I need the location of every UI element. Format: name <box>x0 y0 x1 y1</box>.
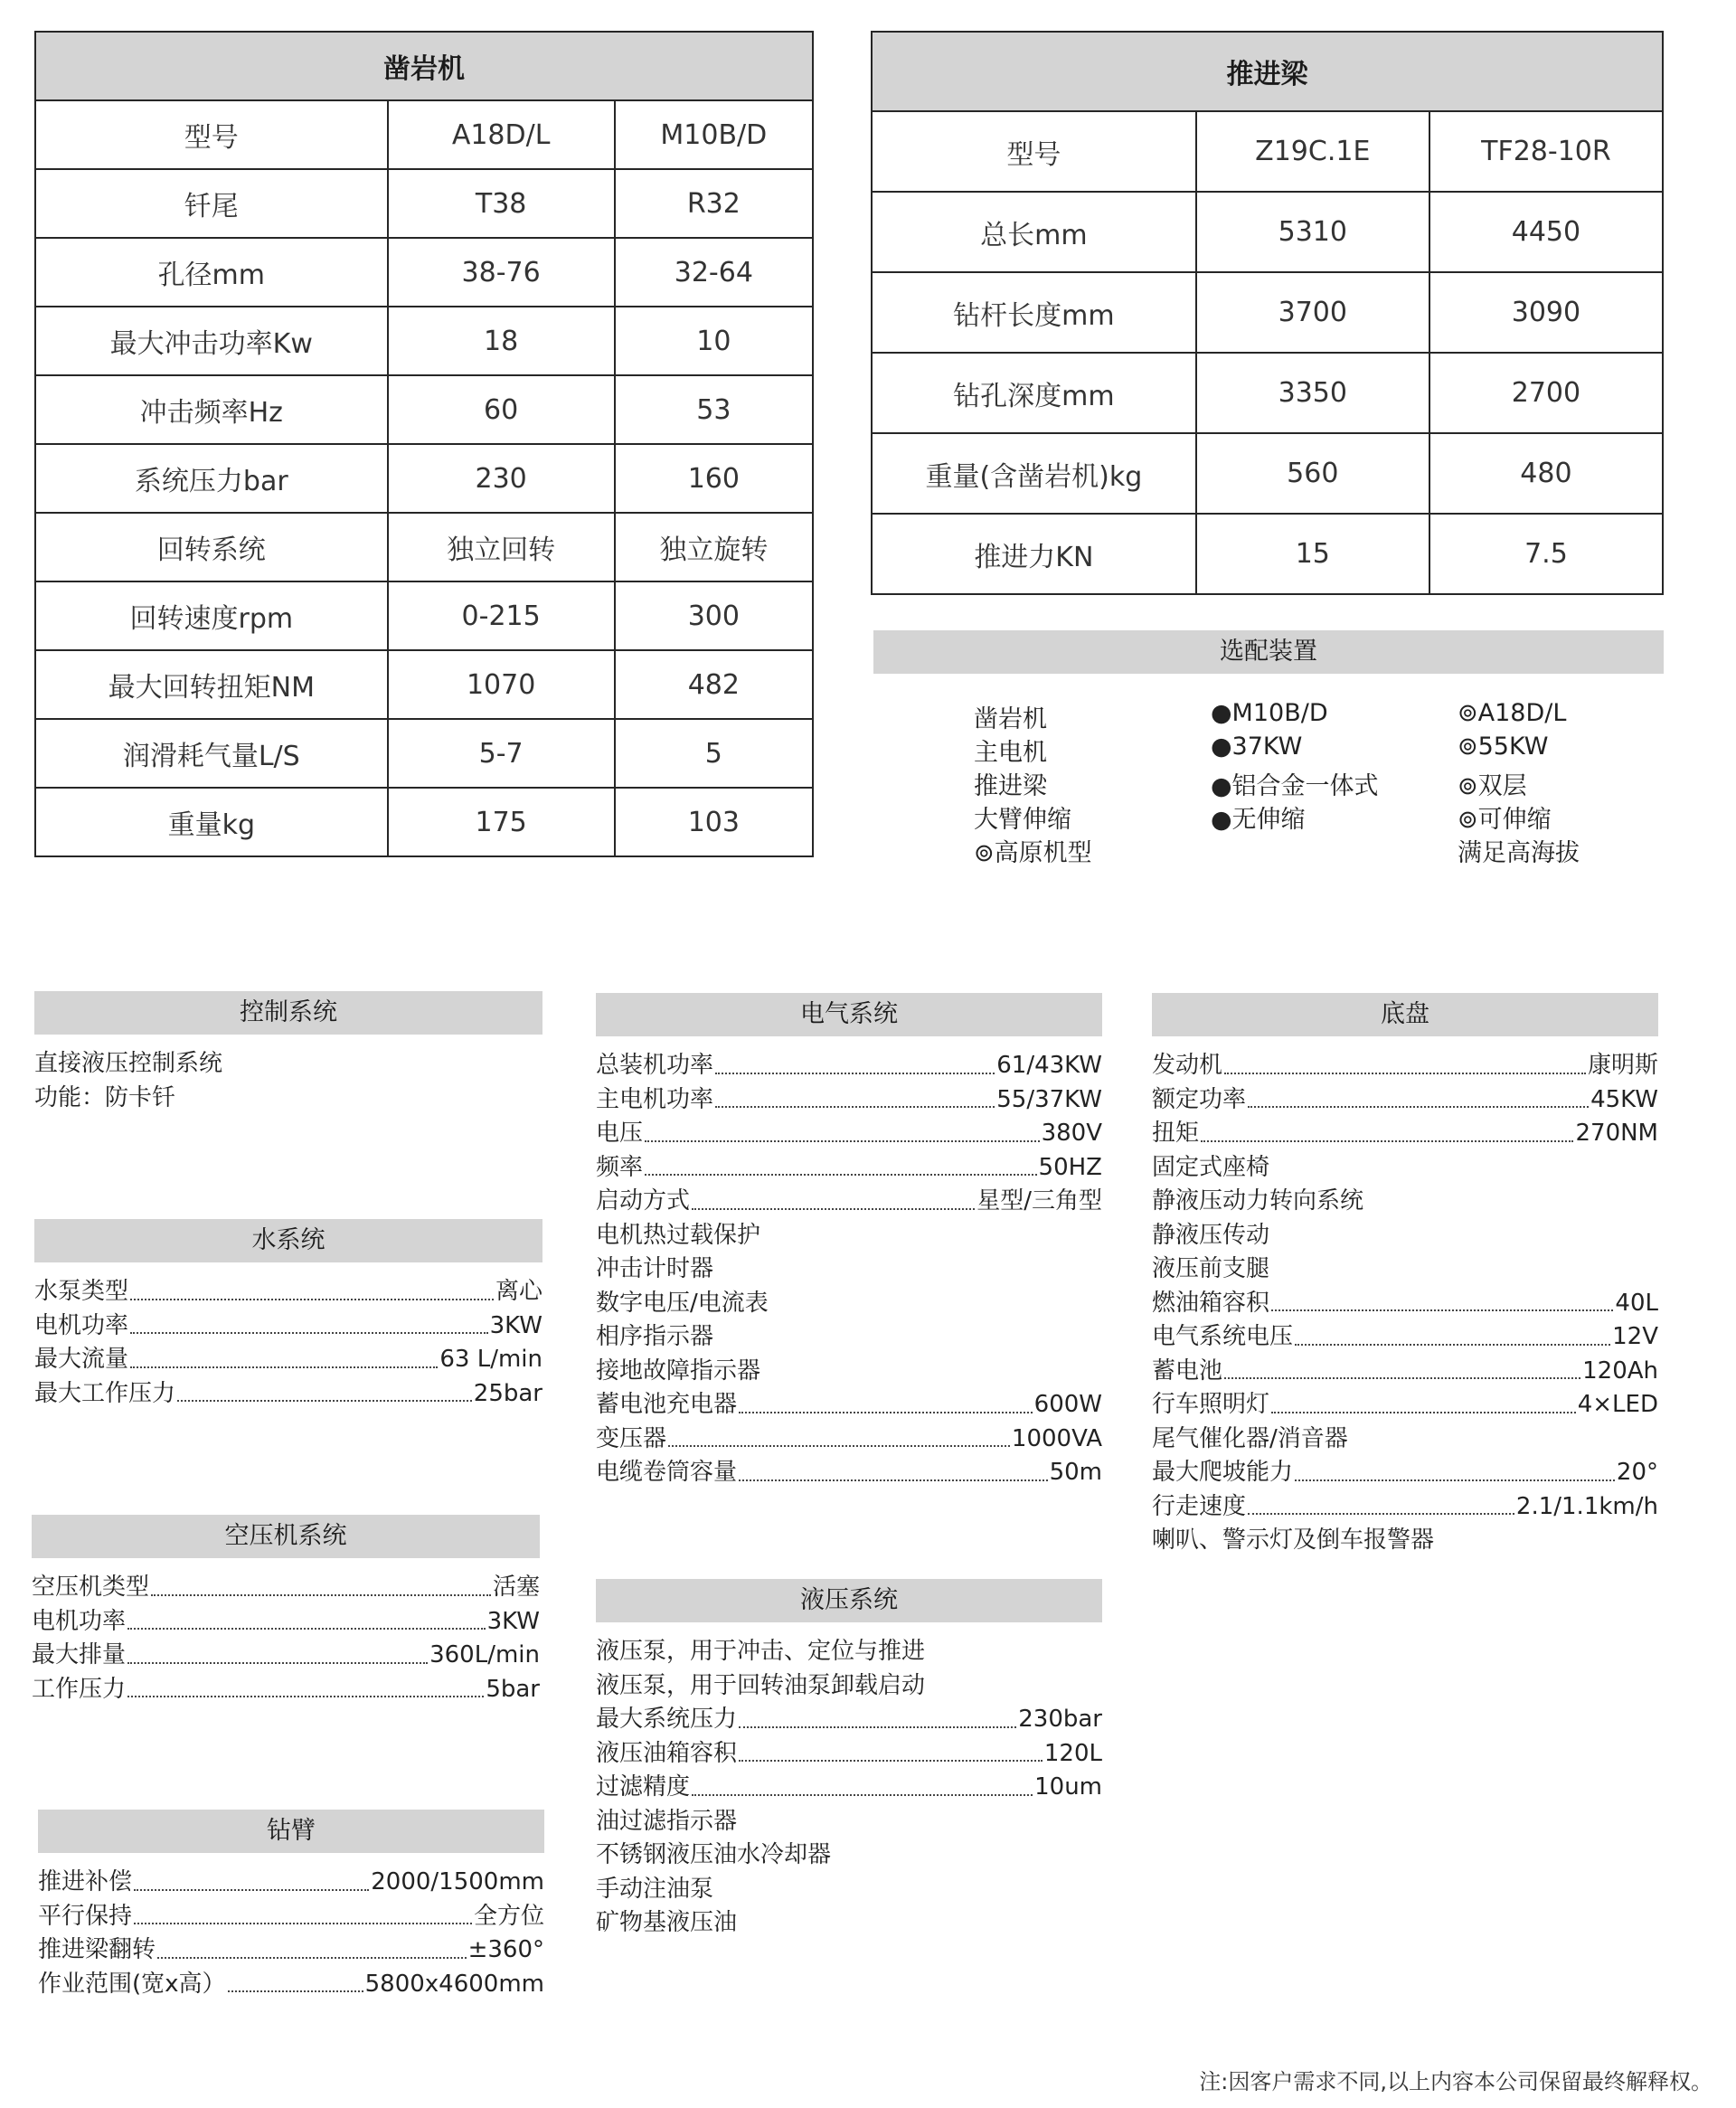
spec-label-cell: 系统压力bar <box>35 444 388 513</box>
spec-key: 扭矩 <box>1152 1120 1200 1147</box>
list-item <box>1152 1185 1658 1219</box>
list-item <box>34 1275 542 1309</box>
list-item <box>596 1185 1102 1219</box>
spec-value: 10um <box>1034 1773 1102 1801</box>
spec-value: 活塞 <box>492 1574 540 1601</box>
spec-key: 总装机功率 <box>596 1052 714 1079</box>
list-item <box>596 1388 1102 1423</box>
spec-value: 2.1/1.1km/h <box>1515 1492 1658 1520</box>
list-item <box>38 1866 544 1900</box>
option-item: ⊚可伸缩 <box>1458 806 1552 834</box>
spec-value-cell: TF28-10R <box>1429 111 1663 192</box>
list-item <box>1152 1490 1658 1525</box>
list-item <box>34 1377 542 1412</box>
list-item <box>596 1049 1102 1083</box>
spec-value-cell: 300 <box>615 581 813 650</box>
spec-label-cell: 推进力KN <box>872 514 1196 594</box>
dot-leader <box>715 1106 995 1108</box>
list-item <box>596 1253 1102 1287</box>
spec-list <box>1152 1049 1658 1558</box>
dot-leader <box>1201 1140 1573 1142</box>
spec-key: 作业范围(宽x高） <box>38 1970 226 1998</box>
spec-value: 40L <box>1615 1289 1658 1317</box>
spec-key: 喇叭、警示灯及倒车报警器 <box>1152 1527 1435 1554</box>
spec-value-cell: 53 <box>615 375 813 444</box>
spec-key: 油过滤指示器 <box>596 1807 738 1835</box>
spec-value-cell: 2700 <box>1429 353 1663 433</box>
spec-value-cell: T38 <box>388 169 615 238</box>
table-row <box>872 514 1663 594</box>
spec-value-cell: A18D/L <box>388 100 615 169</box>
list-item <box>596 1355 1102 1389</box>
list-item <box>38 1900 544 1934</box>
spec-label-cell: 重量kg <box>35 788 388 856</box>
spec-value: 63 L/min <box>439 1346 542 1373</box>
spec-key: 电缆卷筒容量 <box>596 1459 738 1486</box>
spec-value-cell: R32 <box>615 169 813 238</box>
spec-key: 冲击计时器 <box>596 1255 714 1282</box>
dot-leader <box>1295 1479 1615 1481</box>
dot-leader <box>134 1923 472 1924</box>
table-row <box>35 100 813 169</box>
dot-leader <box>151 1594 491 1596</box>
spec-label-cell: 钻孔深度mm <box>872 353 1196 433</box>
spec-value-cell: 32-64 <box>615 238 813 307</box>
list-item <box>1152 1355 1658 1389</box>
table-row <box>35 238 813 307</box>
spec-key: 电机热过载保护 <box>596 1221 761 1249</box>
spec-key: 电气系统电压 <box>1152 1323 1294 1350</box>
list-item <box>32 1639 540 1673</box>
list-item <box>1152 1049 1658 1083</box>
option-item: ●M10B/D <box>1211 699 1328 727</box>
list-item <box>596 1151 1102 1186</box>
list-item <box>38 1968 544 2002</box>
option-item: ⊚55KW <box>1458 733 1549 761</box>
spec-key: 电机功率 <box>32 1607 127 1635</box>
list-item <box>596 1423 1102 1457</box>
list-item <box>32 1673 540 1707</box>
list-item <box>596 1456 1102 1490</box>
list-item <box>38 1933 544 1968</box>
spec-label-cell: 钎尾 <box>35 169 388 238</box>
spec-value: 360L/min <box>429 1641 540 1668</box>
spec-value: 270NM <box>1575 1120 1658 1147</box>
boom-section <box>38 1810 544 2001</box>
spec-key: 最大排量 <box>32 1641 127 1668</box>
spec-value: 星型/三角型 <box>976 1187 1102 1215</box>
list-item <box>1152 1320 1658 1355</box>
spec-value-cell: 独立旋转 <box>615 513 813 581</box>
spec-key: 电机功率 <box>34 1311 129 1339</box>
list-item <box>34 1047 542 1082</box>
list-item <box>1152 1287 1658 1321</box>
spec-value: 25bar <box>473 1379 542 1407</box>
table-row <box>35 650 813 719</box>
spec-value-cell: 230 <box>388 444 615 513</box>
spec-value: 61/43KW <box>996 1052 1102 1079</box>
spec-value-cell: 3700 <box>1196 272 1429 353</box>
dot-leader <box>130 1299 494 1300</box>
list-item <box>1152 1423 1658 1457</box>
spec-key: 蓄电池充电器 <box>596 1391 738 1418</box>
spec-value: 3KW <box>486 1607 540 1635</box>
spec-value: ±360° <box>467 1936 544 1963</box>
spec-key: 静液压动力转向系统 <box>1152 1187 1364 1215</box>
dot-leader <box>668 1445 1010 1447</box>
dot-leader <box>130 1366 438 1368</box>
spec-value-cell: 103 <box>615 788 813 856</box>
dot-leader <box>1224 1377 1580 1379</box>
section-title: 底盘 <box>1152 993 1658 1036</box>
control-system-section <box>34 991 542 1115</box>
table-row <box>35 307 813 375</box>
spec-key: 推进梁翻转 <box>38 1936 156 1963</box>
spec-label-cell: 孔径mm <box>35 238 388 307</box>
list-item <box>596 1669 1102 1704</box>
spec-value: 12V <box>1612 1323 1658 1350</box>
spec-label-cell: 冲击频率Hz <box>35 375 388 444</box>
spec-label-cell: 重量(含凿岩机)kg <box>872 433 1196 514</box>
spec-value: 康明斯 <box>1587 1052 1658 1079</box>
table-row <box>35 444 813 513</box>
option-item: ●37KW <box>1211 733 1303 761</box>
spec-value-cell: 3350 <box>1196 353 1429 433</box>
spec-value: 230bar <box>1018 1706 1102 1733</box>
spec-value: 120Ah <box>1582 1356 1658 1385</box>
dot-leader <box>715 1073 995 1074</box>
list-item <box>1152 1219 1658 1253</box>
table-row <box>35 719 813 788</box>
spec-value: 4×LED <box>1577 1391 1658 1418</box>
spec-key: 电压 <box>596 1120 644 1147</box>
spec-key: 水泵类型 <box>34 1278 129 1305</box>
dot-leader <box>739 1760 1043 1762</box>
spec-value-cell: 15 <box>1196 514 1429 594</box>
spec-list <box>596 1635 1102 1941</box>
list-item <box>596 1805 1102 1839</box>
spec-key: 频率 <box>596 1153 644 1181</box>
spec-key: 液压泵，用于冲击、定位与推进 <box>596 1638 926 1665</box>
spec-label-cell: 润滑耗气量L/S <box>35 719 388 788</box>
table-row <box>872 192 1663 272</box>
option-item: ⊚高原机型 <box>974 839 1092 867</box>
spec-key: 变压器 <box>596 1424 667 1452</box>
spec-list <box>38 1866 544 2001</box>
list-item <box>32 1605 540 1640</box>
chassis-section <box>1152 993 1658 1558</box>
list-item <box>1152 1524 1658 1558</box>
spec-key: 尾气催化器/消音器 <box>1152 1424 1348 1452</box>
dot-leader <box>1248 1513 1514 1515</box>
option-item: 大臂伸缩 <box>974 806 1071 834</box>
spec-value-cell: 160 <box>615 444 813 513</box>
feed-beam-title: 推进梁 <box>872 32 1663 111</box>
table-row <box>35 375 813 444</box>
spec-value-cell: 560 <box>1196 433 1429 514</box>
spec-label-cell: 回转速度rpm <box>35 581 388 650</box>
spec-key: 推进补偿 <box>38 1868 133 1895</box>
table-row <box>872 353 1663 433</box>
dot-leader <box>1295 1344 1610 1346</box>
hydraulic-system-section <box>596 1579 1102 1941</box>
list-item <box>34 1309 542 1344</box>
list-item <box>596 1635 1102 1669</box>
spec-value: 45KW <box>1590 1085 1658 1113</box>
option-item: ●铝合金一体式 <box>1211 772 1379 800</box>
spec-label-cell: 总长mm <box>872 192 1196 272</box>
list-item <box>1152 1253 1658 1287</box>
spec-value-cell: 18 <box>388 307 615 375</box>
spec-value-cell: 482 <box>615 650 813 719</box>
spec-label-cell: 型号 <box>35 100 388 169</box>
section-title: 钻臂 <box>38 1810 544 1853</box>
spec-value: 3KW <box>489 1311 542 1339</box>
spec-key: 接地故障指示器 <box>596 1356 761 1385</box>
list-item <box>596 1219 1102 1253</box>
spec-key: 主电机功率 <box>596 1085 714 1113</box>
spec-key: 最大流量 <box>34 1346 129 1373</box>
dot-leader <box>127 1662 428 1664</box>
table-row <box>35 581 813 650</box>
option-item: 凿岩机 <box>974 705 1047 733</box>
list-item <box>596 1873 1102 1907</box>
spec-value: 600W <box>1033 1391 1102 1418</box>
dot-leader <box>739 1726 1016 1728</box>
electrical-system-section <box>596 993 1102 1490</box>
list-item <box>596 1287 1102 1321</box>
section-title: 液压系统 <box>596 1579 1102 1622</box>
section-title: 控制系统 <box>34 991 542 1035</box>
spec-key: 矿物基液压油 <box>596 1909 738 1936</box>
disclaimer-note: 注:因客户需求不同,以上内容本公司保留最终解释权。 <box>1199 2069 1712 2094</box>
spec-key: 平行保持 <box>38 1902 133 1930</box>
table-row <box>35 513 813 581</box>
dot-leader <box>645 1140 1040 1142</box>
spec-key: 空压机类型 <box>32 1574 150 1601</box>
spec-key: 行走速度 <box>1152 1492 1247 1520</box>
dot-leader <box>1271 1412 1576 1413</box>
spec-value-cell: 60 <box>388 375 615 444</box>
spec-value-cell: 3090 <box>1429 272 1663 353</box>
spec-value: 5800x4600mm <box>364 1970 544 1998</box>
section-title: 空压机系统 <box>32 1515 540 1558</box>
spec-value-cell: 0-215 <box>388 581 615 650</box>
spec-value-cell: 4450 <box>1429 192 1663 272</box>
spec-value-cell: 5-7 <box>388 719 615 788</box>
spec-value: 380V <box>1041 1120 1102 1147</box>
spec-key: 相序指示器 <box>596 1323 714 1350</box>
spec-value: 1000VA <box>1011 1424 1102 1452</box>
spec-key: 额定功率 <box>1152 1085 1247 1113</box>
spec-key: 直接液压控制系统 <box>34 1050 223 1077</box>
spec-key: 工作压力 <box>32 1675 127 1703</box>
spec-value-cell: 175 <box>388 788 615 856</box>
option-item: 满足高海拔 <box>1458 839 1580 867</box>
dot-leader <box>177 1400 472 1402</box>
spec-value-cell: 10 <box>615 307 813 375</box>
spec-key: 过滤精度 <box>596 1773 691 1801</box>
spec-key: 手动注油泵 <box>596 1875 714 1903</box>
list-item <box>1152 1117 1658 1151</box>
spec-key: 液压前支腿 <box>1152 1255 1270 1282</box>
spec-value-cell: 1070 <box>388 650 615 719</box>
table-row <box>872 433 1663 514</box>
options-title: 选配装置 <box>873 630 1664 674</box>
spec-value: 20° <box>1616 1459 1658 1486</box>
dot-leader <box>157 1957 467 1959</box>
spec-value: 120L <box>1043 1739 1102 1767</box>
spec-value-cell: Z19C.1E <box>1196 111 1429 192</box>
dot-leader <box>130 1332 488 1334</box>
spec-key: 燃油箱容积 <box>1152 1289 1270 1317</box>
spec-label-cell: 型号 <box>872 111 1196 192</box>
spec-key: 液压油箱容积 <box>596 1739 738 1767</box>
spec-label-cell: 最大冲击功率Kw <box>35 307 388 375</box>
option-item: ●无伸缩 <box>1211 806 1306 834</box>
spec-value: 5bar <box>486 1675 540 1703</box>
spec-list <box>32 1571 540 1706</box>
spec-value: 全方位 <box>473 1902 544 1930</box>
list-item <box>596 1737 1102 1772</box>
compressor-system-section <box>32 1515 540 1706</box>
dot-leader <box>692 1208 975 1210</box>
list-item <box>596 1083 1102 1118</box>
spec-key: 启动方式 <box>596 1187 691 1215</box>
spec-value-cell: 38-76 <box>388 238 615 307</box>
spec-value-cell: 480 <box>1429 433 1663 514</box>
spec-list <box>596 1049 1102 1490</box>
spec-key: 液压泵，用于回转油泵卸载启动 <box>596 1671 926 1699</box>
spec-key: 功能：防卡钎 <box>34 1083 176 1111</box>
option-item: ⊚双层 <box>1458 772 1527 800</box>
spec-value: 50m <box>1049 1459 1102 1486</box>
spec-value: 50HZ <box>1038 1153 1102 1181</box>
list-item <box>1152 1151 1658 1186</box>
dot-leader <box>127 1696 484 1697</box>
list-item <box>1152 1388 1658 1423</box>
list-item <box>596 1320 1102 1355</box>
spec-key: 行车照明灯 <box>1152 1391 1270 1418</box>
list-item <box>32 1571 540 1605</box>
spec-key: 最大爬坡能力 <box>1152 1459 1294 1486</box>
spec-key: 发动机 <box>1152 1052 1223 1079</box>
rock-drill-title: 凿岩机 <box>35 32 813 100</box>
spec-key: 最大系统压力 <box>596 1706 738 1733</box>
dot-leader <box>739 1412 1033 1413</box>
spec-label-cell: 钻杆长度mm <box>872 272 1196 353</box>
spec-value: 离心 <box>495 1278 542 1305</box>
section-title: 水系统 <box>34 1219 542 1262</box>
list-item <box>34 1343 542 1377</box>
list-item <box>596 1839 1102 1873</box>
section-title: 电气系统 <box>596 993 1102 1036</box>
list-item <box>596 1771 1102 1805</box>
water-system-section <box>34 1219 542 1411</box>
spec-value-cell: M10B/D <box>615 100 813 169</box>
spec-value-cell: 5310 <box>1196 192 1429 272</box>
spec-key: 最大工作压力 <box>34 1379 176 1407</box>
spec-key: 数字电压/电流表 <box>596 1289 769 1317</box>
spec-value: 2000/1500mm <box>371 1868 544 1895</box>
spec-value-cell: 7.5 <box>1429 514 1663 594</box>
dot-leader <box>134 1889 369 1891</box>
spec-key: 固定式座椅 <box>1152 1153 1270 1181</box>
spec-list <box>34 1047 542 1115</box>
table-row <box>872 272 1663 353</box>
feed-beam-table <box>871 31 1664 595</box>
table-row <box>35 169 813 238</box>
spec-value-cell: 独立回转 <box>388 513 615 581</box>
spec-key: 蓄电池 <box>1152 1356 1223 1385</box>
dot-leader <box>1248 1106 1589 1108</box>
spec-label-cell: 回转系统 <box>35 513 388 581</box>
list-item <box>596 1117 1102 1151</box>
spec-key: 不锈钢液压油水冷却器 <box>596 1841 832 1868</box>
spec-value: 55/37KW <box>996 1085 1102 1113</box>
list-item <box>596 1703 1102 1737</box>
spec-list <box>34 1275 542 1411</box>
list-item <box>1152 1456 1658 1490</box>
dot-leader <box>127 1628 486 1630</box>
option-item: ⊚A18D/L <box>1458 699 1567 727</box>
dot-leader <box>1271 1309 1613 1311</box>
option-item: 主电机 <box>974 739 1047 767</box>
option-item: 推进梁 <box>974 772 1047 800</box>
dot-leader <box>1224 1073 1586 1074</box>
dot-leader <box>645 1174 1037 1176</box>
spec-key: 静液压传动 <box>1152 1221 1270 1249</box>
table-row <box>35 788 813 856</box>
spec-label-cell: 最大回转扭矩NM <box>35 650 388 719</box>
dot-leader <box>692 1794 1033 1796</box>
dot-leader <box>739 1479 1048 1481</box>
spec-value-cell: 5 <box>615 719 813 788</box>
table-row <box>872 111 1663 192</box>
list-item <box>34 1082 542 1116</box>
dot-leader <box>228 1990 363 1992</box>
list-item <box>1152 1083 1658 1118</box>
rock-drill-table <box>34 31 814 857</box>
list-item <box>596 1906 1102 1941</box>
